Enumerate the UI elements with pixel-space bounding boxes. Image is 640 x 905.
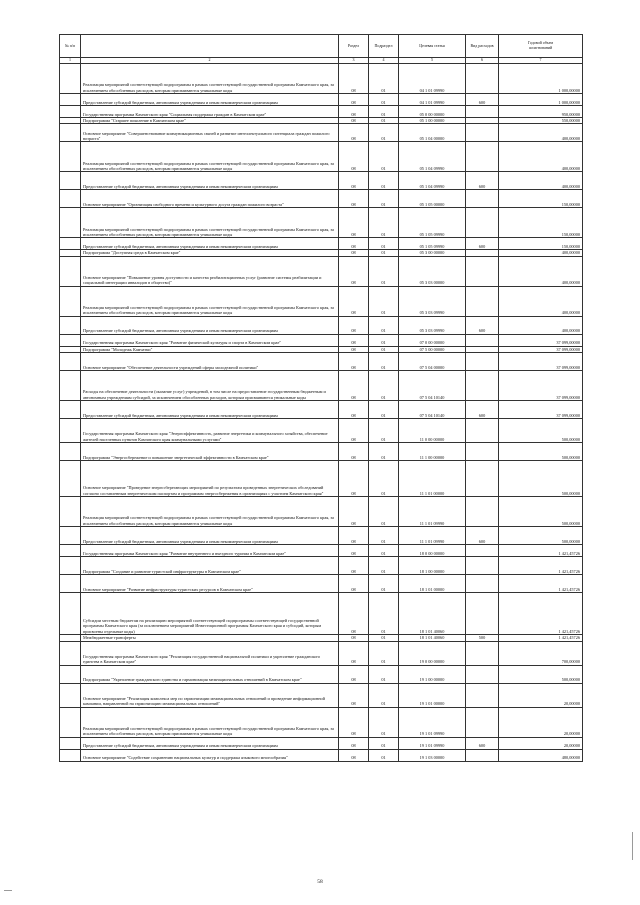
cell-vr: [466, 575, 499, 593]
cell-razdel: 08: [339, 545, 369, 557]
cell-vr: [466, 545, 499, 557]
cell-no: [60, 316, 81, 334]
cell-vr: [466, 208, 499, 238]
cell-razdel: 08: [339, 737, 369, 749]
cell-vr: [466, 256, 499, 286]
cell-vr: 600: [466, 172, 499, 190]
table-row: [60, 497, 583, 527]
cell-amount: 1 000,00000: [499, 64, 583, 94]
cell-amount: 700,00000: [499, 641, 583, 665]
cell-no: [60, 238, 81, 250]
cell-csr: 05 3 03 00000: [399, 256, 466, 286]
cell-razdel: 08: [339, 316, 369, 334]
cell-vr: [466, 707, 499, 737]
cell-csr: 11 1 01 09990: [399, 497, 466, 527]
budget-sheet: [59, 34, 582, 762]
table-row: [60, 94, 583, 106]
scan-edge-mark: [4, 890, 12, 891]
cell-name: Предоставление субсидий бюджетным, автономным учреждениям и иным некоммерческим организациям: [81, 401, 339, 419]
table-row: [60, 665, 583, 683]
table-row: [60, 683, 583, 707]
table-row: [60, 286, 583, 316]
cell-vr: [466, 593, 499, 635]
cell-no: [60, 353, 81, 371]
cell-podrazdel: 01: [369, 94, 399, 106]
cell-amount: 20,00000: [499, 737, 583, 749]
cell-name: Подпрограмма "Доступная среда в Камчатском крае": [81, 250, 339, 256]
table-row: [60, 208, 583, 238]
cell-vr: 600: [466, 737, 499, 749]
cell-name: Государственная программа Камчатского края "Реализация государственной национальной политики и укрепление гражданского единства в Камчатском крае": [81, 641, 339, 665]
cell-vr: [466, 334, 499, 346]
cell-podrazdel: 01: [369, 208, 399, 238]
cell-podrazdel: 01: [369, 238, 399, 250]
cell-razdel: 08: [339, 238, 369, 250]
cell-no: [60, 641, 81, 665]
cell-amount: 37 099,00000: [499, 334, 583, 346]
cell-no: [60, 545, 81, 557]
cell-csr: 07 5 04 10140: [399, 401, 466, 419]
cell-amount: 400,00000: [499, 142, 583, 172]
cell-amount: 20,00000: [499, 683, 583, 707]
cell-razdel: 08: [339, 208, 369, 238]
cell-razdel: 08: [339, 749, 369, 761]
cell-podrazdel: 01: [369, 118, 399, 124]
cell-vr: [466, 419, 499, 443]
col-header-podrazdel: Подраздел: [369, 35, 399, 58]
cell-podrazdel: 01: [369, 64, 399, 94]
table-row: [60, 401, 583, 419]
cell-razdel: 08: [339, 118, 369, 124]
table-row: [60, 575, 583, 593]
cell-csr: 07 5 04 00000: [399, 353, 466, 371]
cell-csr: 05 1 05 09990: [399, 238, 466, 250]
cell-podrazdel: 01: [369, 190, 399, 208]
cell-vr: 600: [466, 316, 499, 334]
cell-name: Государственная программа Камчатского края "Развитие физической культуры и спорта в Камчатском крае": [81, 334, 339, 346]
cell-vr: [466, 371, 499, 401]
cell-csr: 05 1 00 00000: [399, 118, 466, 124]
col-header-amount: Годовой объем ассигнований: [499, 35, 583, 58]
cell-razdel: 08: [339, 250, 369, 256]
cell-podrazdel: 01: [369, 527, 399, 545]
cell-name: Основное мероприятие "Развитие инфраструктуры туристских ресурсов в Камчатском крае": [81, 575, 339, 593]
cell-amount: 37 099,00000: [499, 353, 583, 371]
cell-razdel: 08: [339, 665, 369, 683]
cell-no: [60, 737, 81, 749]
cell-razdel: 08: [339, 371, 369, 401]
cell-razdel: 08: [339, 124, 369, 142]
col-number: 6: [466, 58, 499, 64]
cell-name: Предоставление субсидий бюджетным, автономным учреждениям и иным некоммерческим организациям: [81, 737, 339, 749]
cell-csr: 05 3 03 09990: [399, 286, 466, 316]
cell-vr: [466, 497, 499, 527]
page-number: 58: [317, 879, 323, 885]
cell-csr: 11 1 01 00000: [399, 461, 466, 497]
table-row: [60, 106, 583, 118]
cell-name: Реализация мероприятий соответствующей подпрограммы в рамках соответствующей государственной программы Камчатского края, за исключением обособленных расходов, которым присваиваются уникальные коды: [81, 64, 339, 94]
cell-name: Основное мероприятие "Совершенствование коммуникационных связей и развитие интеллектуального потенциала граждан пожилого возраста": [81, 124, 339, 142]
cell-razdel: 08: [339, 286, 369, 316]
cell-amount: 480,00000: [499, 749, 583, 761]
cell-csr: 05 1 05 09990: [399, 208, 466, 238]
table-row: [60, 461, 583, 497]
table-row: [60, 64, 583, 94]
cell-razdel: 08: [339, 334, 369, 346]
table-row: [60, 443, 583, 461]
cell-amount: 400,00000: [499, 124, 583, 142]
cell-podrazdel: 01: [369, 256, 399, 286]
cell-podrazdel: 01: [369, 593, 399, 635]
cell-amount: 500,00000: [499, 461, 583, 497]
cell-razdel: 08: [339, 707, 369, 737]
cell-amount: 150,00000: [499, 208, 583, 238]
cell-no: [60, 707, 81, 737]
cell-csr: 19 1 01 00000: [399, 683, 466, 707]
cell-name: Реализация мероприятий соответствующей подпрограммы в рамках соответствующей государственной программы Камчатского края, за исключением обособленных расходов, которым присваиваются уникальные коды: [81, 286, 339, 316]
cell-name: Основное мероприятие "Реализация комплекса мер по гармонизации межнациональных отношений и проведение информационной кампании, направленной на гармонизацию межнациональных отношений": [81, 683, 339, 707]
cell-podrazdel: 01: [369, 401, 399, 419]
cell-name: Предоставление субсидий бюджетным, автономным учреждениям и иным некоммерческим организациям: [81, 238, 339, 250]
table-row: [60, 353, 583, 371]
table-row: [60, 593, 583, 635]
cell-podrazdel: 01: [369, 106, 399, 118]
cell-name: Основное мероприятие "Проведение энергосберегающих мероприятий по результатам проведенных энергетических обследований согласно составленным энергетическим паспортам и программам энергосбережения в организациях с участием Камчатского края": [81, 461, 339, 497]
cell-csr: 11 1 00 00000: [399, 443, 466, 461]
cell-no: [60, 286, 81, 316]
cell-podrazdel: 01: [369, 250, 399, 256]
cell-no: [60, 124, 81, 142]
cell-name: Государственная программа Камчатского края "Энергоэффективность, развитие энергетики и коммунального хозяйства, обеспечение жителей населенных пунктов Камчатского края коммунальными услугами": [81, 419, 339, 443]
table-row: [60, 419, 583, 443]
cell-vr: [466, 286, 499, 316]
cell-vr: 600: [466, 527, 499, 545]
cell-amount: 400,00000: [499, 256, 583, 286]
col-number: 7: [499, 58, 583, 64]
cell-razdel: 08: [339, 190, 369, 208]
cell-podrazdel: 01: [369, 461, 399, 497]
cell-podrazdel: 01: [369, 665, 399, 683]
cell-vr: [466, 557, 499, 575]
cell-csr: 19 1 00 00000: [399, 665, 466, 683]
col-number: 1: [60, 58, 81, 64]
col-header-vr: Вид расходов: [466, 35, 499, 58]
cell-vr: [466, 683, 499, 707]
table-row: [60, 371, 583, 401]
cell-no: [60, 106, 81, 118]
cell-no: [60, 443, 81, 461]
cell-csr: 18 0 00 00000: [399, 545, 466, 557]
col-header-csr: Целевая статья: [399, 35, 466, 58]
cell-no: [60, 172, 81, 190]
cell-podrazdel: 01: [369, 737, 399, 749]
table-row: [60, 124, 583, 142]
cell-razdel: 08: [339, 94, 369, 106]
cell-name: Реализация мероприятий соответствующей подпрограммы в рамках соответствующей государственной программы Камчатского края, за исключением обособленных расходов, которым присваиваются уникальные коды: [81, 208, 339, 238]
cell-no: [60, 94, 81, 106]
cell-vr: 600: [466, 238, 499, 250]
col-header-razdel: Раздел: [339, 35, 369, 58]
cell-name: Реализация мероприятий соответствующей подпрограммы в рамках соответствующей государственной программы Камчатского края, за исключением обособленных расходов, которым присваиваются уникальные коды: [81, 142, 339, 172]
cell-amount: 550,00000: [499, 118, 583, 124]
col-number: 2: [81, 58, 339, 64]
table-row: [60, 557, 583, 575]
cell-csr: 11 1 01 09990: [399, 527, 466, 545]
cell-csr: 05 1 04 09990: [399, 172, 466, 190]
cell-vr: [466, 353, 499, 371]
header-row: [60, 35, 583, 58]
cell-vr: [466, 443, 499, 461]
cell-vr: [466, 641, 499, 665]
cell-no: [60, 683, 81, 707]
cell-csr: 18 1 01 00000: [399, 575, 466, 593]
cell-no: [60, 593, 81, 635]
cell-csr: 18 1 01 40060: [399, 593, 466, 635]
table-row: [60, 527, 583, 545]
cell-vr: [466, 106, 499, 118]
cell-amount: 950,00000: [499, 106, 583, 118]
col-header-no: № п/п: [60, 35, 81, 58]
cell-name: Расходы на обеспечение деятельности (оказание услуг) учреждений, в том числе на предоставление государственным бюджетным и автономным учреждениям субсидий, за исключением обособленных расходов, которым присваиваются уникальные коды: [81, 371, 339, 401]
cell-podrazdel: 01: [369, 172, 399, 190]
cell-no: [60, 334, 81, 346]
cell-no: [60, 497, 81, 527]
cell-podrazdel: 01: [369, 124, 399, 142]
cell-razdel: 08: [339, 443, 369, 461]
cell-vr: 600: [466, 94, 499, 106]
cell-podrazdel: 01: [369, 443, 399, 461]
cell-razdel: 08: [339, 593, 369, 635]
cell-amount: 500,00000: [499, 527, 583, 545]
table-row: [60, 545, 583, 557]
cell-name: Государственная программа Камчатского края "Развитие внутреннего и въездного туризма в Камчатском крае": [81, 545, 339, 557]
cell-name: Основное мероприятие "Организация свободного времени и культурного досуга граждан пожилого возраста": [81, 190, 339, 208]
col-header-name: [81, 35, 339, 58]
cell-razdel: 08: [339, 419, 369, 443]
cell-amount: 1 421,45726: [499, 575, 583, 593]
table-row: [60, 707, 583, 737]
cell-amount: 20,00000: [499, 707, 583, 737]
cell-csr: 05 1 05 00000: [399, 190, 466, 208]
cell-vr: [466, 190, 499, 208]
cell-razdel: 08: [339, 557, 369, 575]
cell-no: [60, 527, 81, 545]
cell-csr: 19 1 03 00000: [399, 749, 466, 761]
cell-razdel: 08: [339, 497, 369, 527]
cell-podrazdel: 01: [369, 316, 399, 334]
table-row: [60, 256, 583, 286]
cell-name: Реализация мероприятий соответствующей подпрограммы в рамках соответствующей государственной программы Камчатского края, за исключением обособленных расходов, которым присваиваются уникальные коды: [81, 497, 339, 527]
cell-amount: 1 421,45726: [499, 635, 583, 641]
cell-razdel: 08: [339, 64, 369, 94]
cell-podrazdel: 01: [369, 641, 399, 665]
cell-vr: [466, 665, 499, 683]
cell-csr: 07 5 04 10140: [399, 371, 466, 401]
cell-csr: 05 1 04 09990: [399, 142, 466, 172]
cell-name: Реализация мероприятий соответствующей подпрограммы в рамках соответствующей государственной программы Камчатского края, за исключением обособленных расходов, которым присваиваются уникальные коды: [81, 707, 339, 737]
cell-no: [60, 256, 81, 286]
cell-podrazdel: 01: [369, 419, 399, 443]
cell-amount: 1 421,45726: [499, 593, 583, 635]
cell-razdel: 08: [339, 346, 369, 352]
cell-amount: 500,00000: [499, 419, 583, 443]
cell-name: Подпрограмма "Создание и развитие туристской инфраструктуры в Камчатском крае": [81, 557, 339, 575]
cell-name: Предоставление субсидий бюджетным, автономным учреждениям и иным некоммерческим организациям: [81, 94, 339, 106]
cell-podrazdel: 01: [369, 371, 399, 401]
cell-csr: 05 3 00 00000: [399, 250, 466, 256]
cell-csr: 04 1 01 09990: [399, 64, 466, 94]
cell-vr: 600: [466, 401, 499, 419]
cell-csr: 19 1 01 09990: [399, 737, 466, 749]
cell-podrazdel: 01: [369, 334, 399, 346]
table-body: [60, 64, 583, 762]
cell-vr: [466, 142, 499, 172]
cell-csr: 05 3 03 09990: [399, 316, 466, 334]
cell-name: Предоставление субсидий бюджетным, автономным учреждениям и иным некоммерческим организациям: [81, 527, 339, 545]
cell-razdel: 08: [339, 353, 369, 371]
table-row: [60, 641, 583, 665]
cell-podrazdel: 01: [369, 142, 399, 172]
table-row: [60, 749, 583, 761]
cell-name: Подпрограмма "Молодежь Камчатки": [81, 346, 339, 352]
cell-name: Предоставление субсидий бюджетным, автономным учреждениям и иным некоммерческим организациям: [81, 172, 339, 190]
cell-podrazdel: 01: [369, 749, 399, 761]
table-row: [60, 238, 583, 250]
cell-razdel: 08: [339, 106, 369, 118]
cell-no: [60, 371, 81, 401]
cell-amount: 37 099,00000: [499, 371, 583, 401]
cell-razdel: 08: [339, 527, 369, 545]
cell-amount: 37 099,00000: [499, 346, 583, 352]
table-row: [60, 316, 583, 334]
cell-vr: 500: [466, 635, 499, 641]
cell-vr: [466, 64, 499, 94]
table-row: [60, 334, 583, 346]
col-number: 3: [339, 58, 369, 64]
cell-razdel: 08: [339, 142, 369, 172]
cell-podrazdel: 01: [369, 353, 399, 371]
cell-amount: 1 000,00000: [499, 94, 583, 106]
cell-amount: 150,00000: [499, 238, 583, 250]
cell-no: [60, 64, 81, 94]
cell-no: [60, 557, 81, 575]
cell-no: [60, 749, 81, 761]
cell-amount: 37 099,00000: [499, 401, 583, 419]
cell-name: Основное мероприятие "Повышение уровня доступности и качества реабилитационных услуг (развитие системы реабилитации и социальной интеграции инвалидов в общество)": [81, 256, 339, 286]
cell-razdel: 08: [339, 641, 369, 665]
cell-no: [60, 575, 81, 593]
cell-amount: 1 421,45726: [499, 557, 583, 575]
cell-razdel: 08: [339, 256, 369, 286]
cell-name: Основное мероприятие "Обеспечение деятельности учреждений сферы молодежной политики": [81, 353, 339, 371]
budget-table: [59, 34, 583, 762]
cell-amount: 400,00000: [499, 316, 583, 334]
cell-podrazdel: 01: [369, 286, 399, 316]
cell-amount: 500,00000: [499, 443, 583, 461]
cell-no: [60, 190, 81, 208]
cell-csr: 19 1 01 09990: [399, 707, 466, 737]
table-row: [60, 142, 583, 172]
cell-amount: 400,00000: [499, 172, 583, 190]
cell-podrazdel: 01: [369, 346, 399, 352]
cell-podrazdel: 01: [369, 683, 399, 707]
table-row: [60, 172, 583, 190]
cell-podrazdel: 01: [369, 497, 399, 527]
cell-no: [60, 665, 81, 683]
cell-razdel: 08: [339, 575, 369, 593]
cell-razdel: 08: [339, 683, 369, 707]
cell-amount: 500,00000: [499, 497, 583, 527]
cell-podrazdel: 01: [369, 557, 399, 575]
cell-name: Подпрограмма "Энергосбережение и повышение энергетической эффективности в Камчатском крае": [81, 443, 339, 461]
cell-podrazdel: 01: [369, 707, 399, 737]
cell-no: [60, 401, 81, 419]
cell-no: [60, 208, 81, 238]
cell-name: Межбюджетные трансферты: [81, 635, 339, 641]
cell-csr: 07 0 00 00000: [399, 334, 466, 346]
cell-csr: 18 1 00 00000: [399, 557, 466, 575]
col-number: 4: [369, 58, 399, 64]
cell-no: [60, 461, 81, 497]
cell-name: Предоставление субсидий бюджетным, автономным учреждениям и иным некоммерческим организациям: [81, 316, 339, 334]
cell-name: Подпрограмма "Старшее поколение в Камчатском крае": [81, 118, 339, 124]
scan-edge-mark: [632, 832, 633, 860]
cell-razdel: 08: [339, 461, 369, 497]
col-number: 5: [399, 58, 466, 64]
cell-vr: [466, 124, 499, 142]
cell-razdel: 08: [339, 401, 369, 419]
cell-vr: [466, 749, 499, 761]
cell-no: [60, 142, 81, 172]
table-row: [60, 190, 583, 208]
cell-amount: 500,00000: [499, 665, 583, 683]
cell-amount: 400,00000: [499, 250, 583, 256]
cell-csr: 19 0 00 00000: [399, 641, 466, 665]
cell-csr: 05 0 00 00000: [399, 106, 466, 118]
cell-name: Подпрограмма "Укрепление гражданского единства и гармонизация межнациональных отношений в Камчатском крае": [81, 665, 339, 683]
cell-podrazdel: 01: [369, 545, 399, 557]
cell-csr: 05 1 04 00000: [399, 124, 466, 142]
cell-amount: 400,00000: [499, 286, 583, 316]
cell-podrazdel: 01: [369, 575, 399, 593]
cell-no: [60, 419, 81, 443]
cell-name: Государственная программа Камчатского края "Социальная поддержка граждан в Камчатском крае": [81, 106, 339, 118]
cell-amount: 150,00000: [499, 190, 583, 208]
cell-csr: 07 5 00 00000: [399, 346, 466, 352]
table-row: [60, 737, 583, 749]
cell-csr: 18 1 01 40060: [399, 635, 466, 641]
cell-vr: [466, 461, 499, 497]
cell-podrazdel: 01: [369, 635, 399, 641]
cell-name: Основное мероприятие "Содействие сохранению национальных культур и поддержка языкового многообразия": [81, 749, 339, 761]
cell-amount: 1 421,45726: [499, 545, 583, 557]
cell-csr: 11 0 00 00000: [399, 419, 466, 443]
cell-razdel: 08: [339, 635, 369, 641]
cell-name: Субсидии местным бюджетам на реализацию мероприятий соответствующей подпрограммы соответствующей государственной программы Камчатского края (за исключением мероприятий Инвестиционной программы Камчатского края и субсидий, которым присвоены отдельные коды): [81, 593, 339, 635]
cell-razdel: 08: [339, 172, 369, 190]
cell-csr: 04 1 01 09990: [399, 94, 466, 106]
